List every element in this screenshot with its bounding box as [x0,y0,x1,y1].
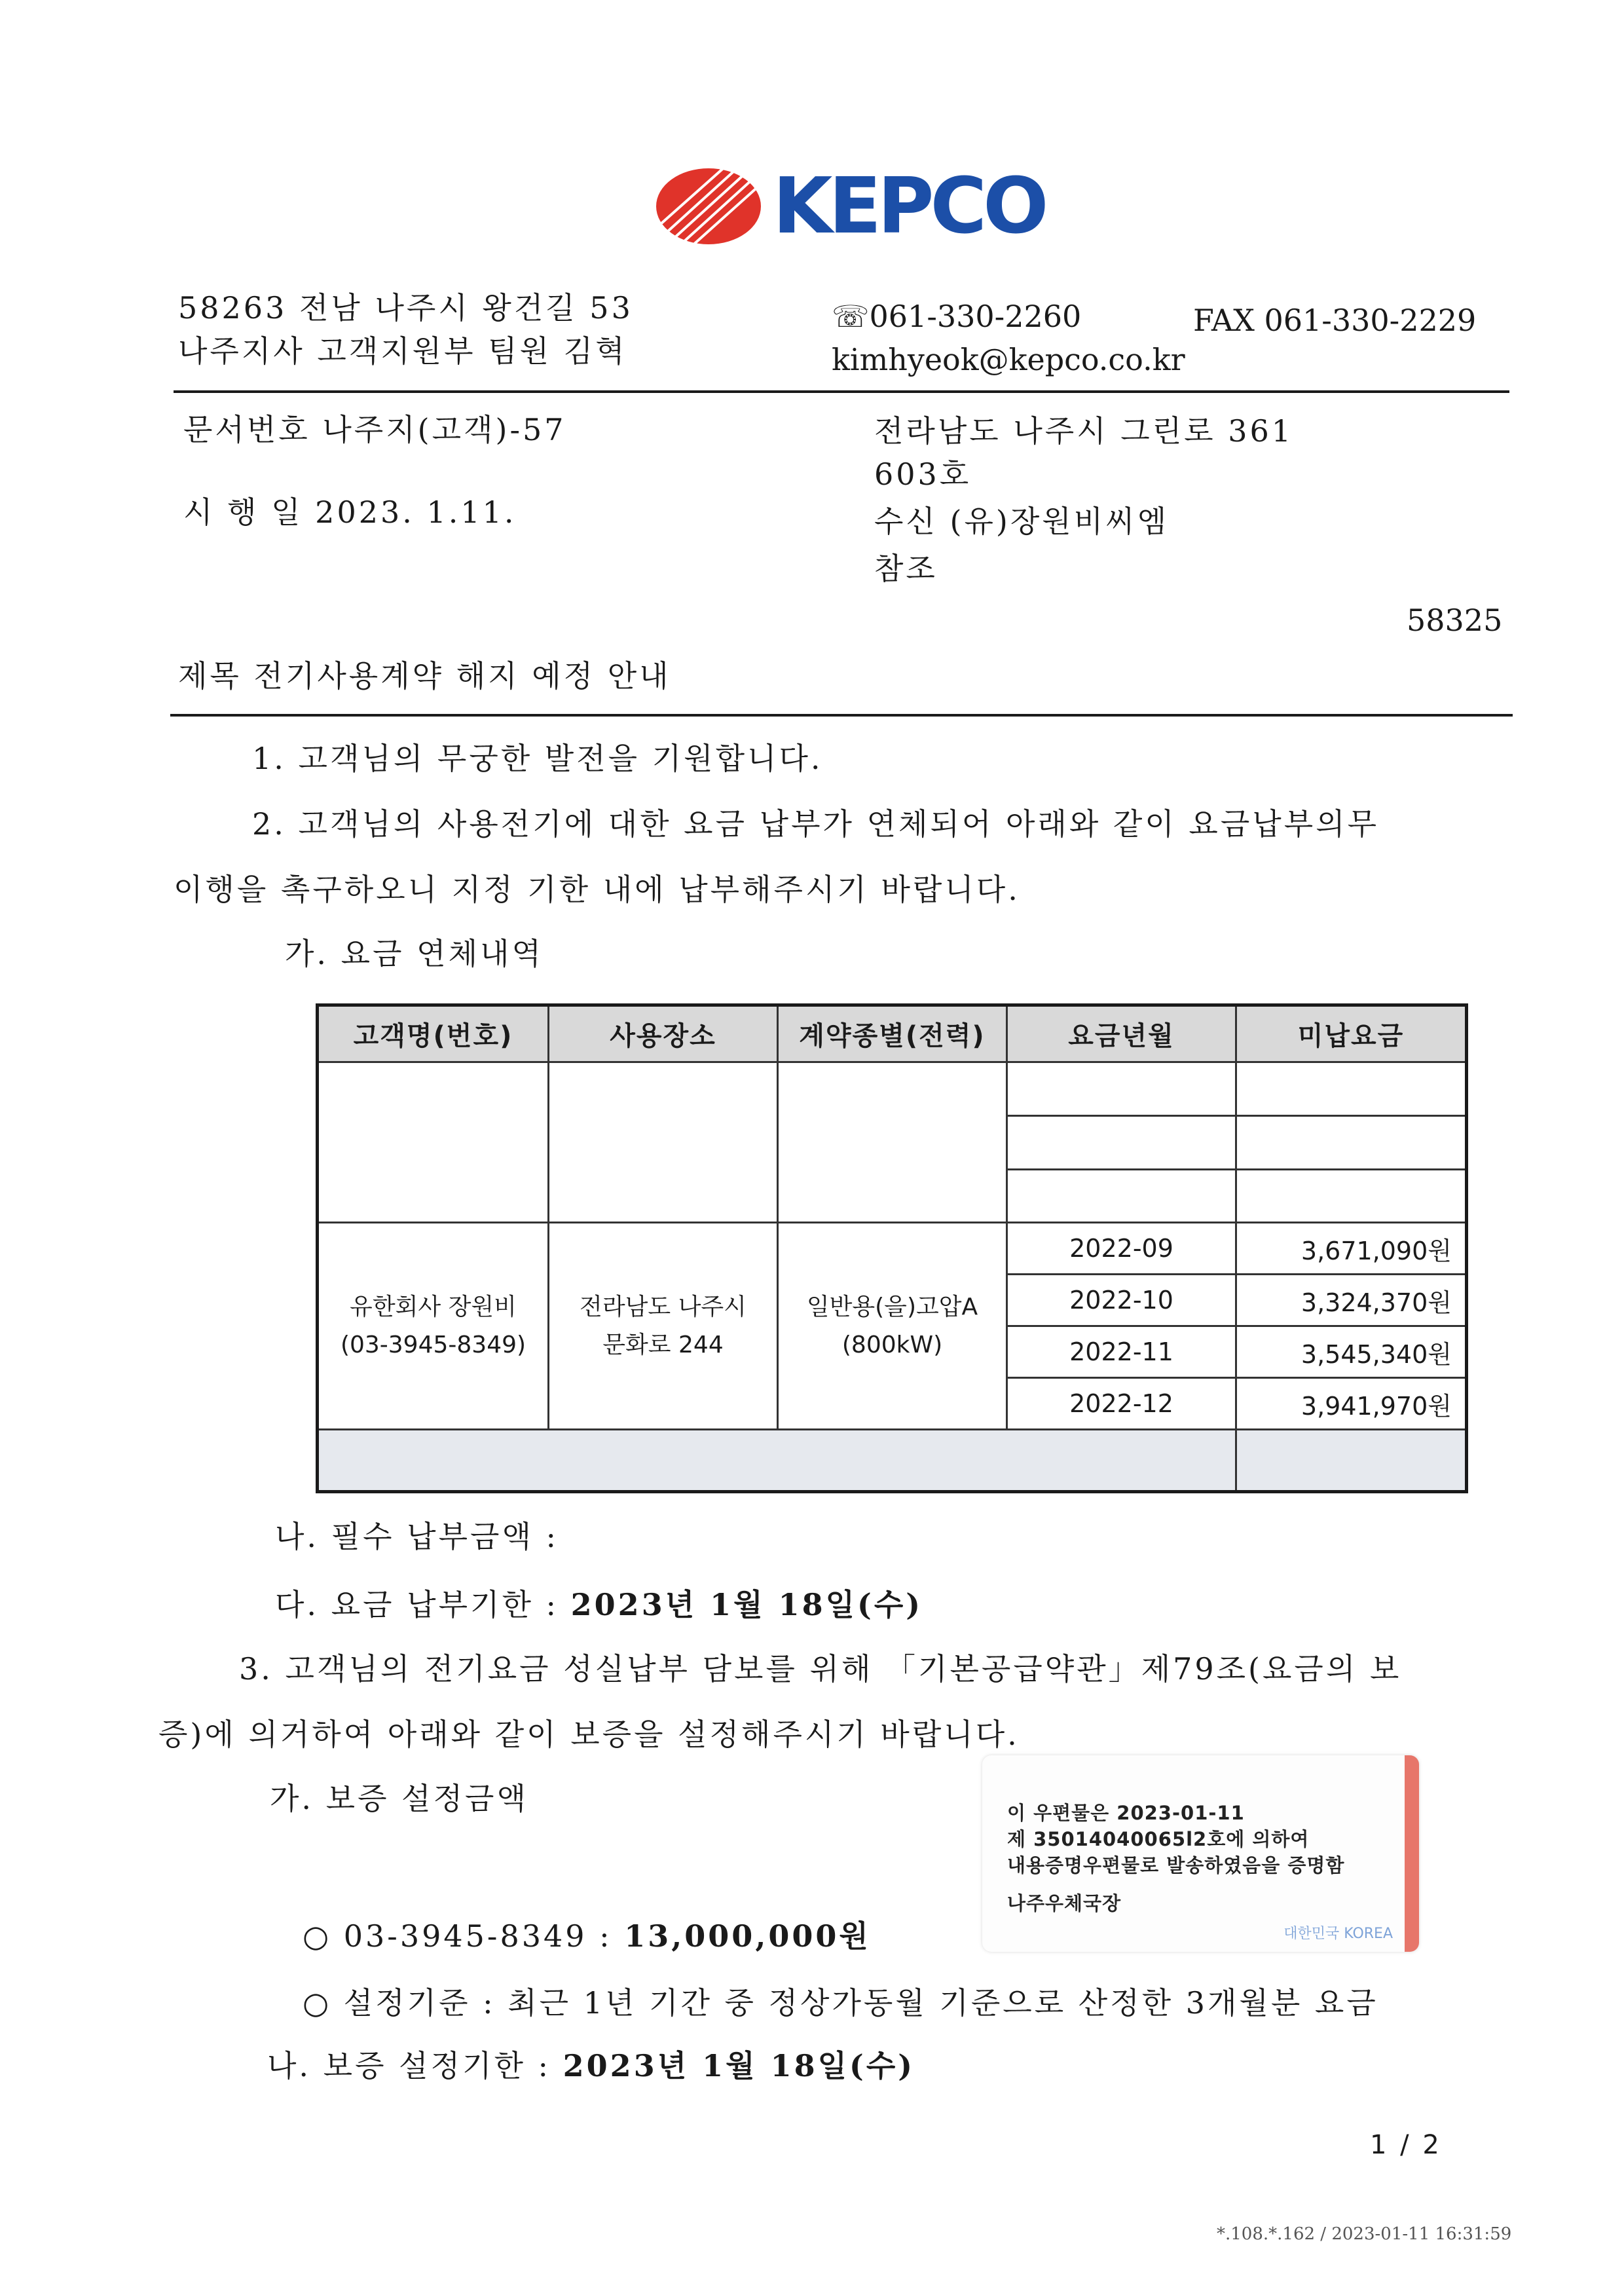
table-month-cell: 2022-09 [1008,1223,1237,1275]
table-contract-cell [779,1223,1008,1430]
paragraph-1: 1. 고객님의 무궁한 발전을 기원합니다. [252,741,823,776]
table-blank-cell [1237,1063,1465,1117]
location-line2: 문화로 244 [602,1331,724,1358]
page-number: 1 / 2 [1370,2130,1442,2160]
table-total-label-cell [319,1430,1237,1490]
recipient-postcode: 58325 [1407,603,1503,638]
sender-address: 58263 전남 나주시 왕건길 53 [178,290,633,326]
table-blank-cell [1237,1170,1465,1223]
overdue-table [316,1003,1468,1493]
table-month-cell: 2022-10 [1008,1275,1237,1327]
certified-mail-stamp [982,1755,1419,1952]
table-location-cell [549,1223,779,1430]
recipient-name: 수신 (유)장원비씨엠 [874,504,1170,539]
paragraph-3-line2: 증)에 의거하여 아래와 같이 보증을 설정해주시기 바랍니다. [158,1717,1020,1752]
deadline-value: 2023년 1월 18일(수) [570,1587,923,1622]
table-amount-cell: 3,545,340원 [1237,1327,1465,1379]
section-ga-guarantee: 가. 보증 설정금액 [270,1781,528,1816]
table-blank-cell [549,1063,779,1223]
section-na-guarantee-deadline [267,2042,915,2085]
table-amount-cell: 3,941,970원 [1237,1379,1465,1430]
sender-email: kimhyeok@kepco.co.kr [832,342,1185,377]
guarantee-amount [303,1912,871,1956]
recipient-address-1: 전라남도 나주시 그린로 361 [874,413,1294,449]
sender-phone: ☏061-330-2260 [832,299,1082,334]
guarantee-basis: ○ 설정기준 : 최근 1년 기간 중 정상가동월 기준으로 산정한 3개월분 요금 [303,1985,1378,2021]
stamp-line3: 내용증명우편물로 발송하였음을 증명함 [1007,1854,1345,1876]
table-blank-cell [1008,1117,1237,1170]
table-header-month: 요금년월 [1008,1007,1237,1063]
table-blank-cell [779,1063,1008,1223]
sender-fax: FAX 061-330-2229 [1193,303,1477,338]
kepco-emblem [656,167,761,247]
subject: 제목 전기사용계약 해지 예정 안내 [178,658,671,694]
table-total-amount-cell [1237,1430,1465,1490]
table-blank-cell [1008,1063,1237,1117]
header-divider [174,390,1509,393]
table-header-location: 사용장소 [549,1007,779,1063]
paragraph-3-line1: 3. 고객님의 전기요금 성실납부 담보를 위해 「기본공급약관」제79조(요금의 보 [239,1651,1402,1687]
contract-type: 일반용(을)고압A [806,1293,978,1320]
table-month-cell: 2022-11 [1008,1327,1237,1379]
deadline-label: 다. 요금 납부기한 : [275,1587,571,1622]
table-customer-cell [319,1223,549,1430]
kepco-wordmark: KEPCO [773,167,1045,251]
table-month-cell: 2022-12 [1008,1379,1237,1430]
doc-number: 문서번호 나주지(고객)-57 [183,412,566,447]
print-info: *.108.*.162 / 2023-01-11 16:31:59 [1217,2224,1512,2244]
kepco-logo [655,167,1087,265]
section-da-deadline [275,1581,923,1624]
table-amount-cell: 3,324,370원 [1237,1275,1465,1327]
table-header-customer: 고객명(번호) [319,1007,549,1063]
table-header-contract: 계약종별(전력) [779,1007,1008,1063]
paragraph-2-line1: 2. 고객님의 사용전기에 대한 요금 납부가 연체되어 아래와 같이 요금납부의무 [252,806,1380,842]
guarantee-account: ○ 03-3945-8349 : [303,1918,625,1954]
subject-divider [170,714,1513,717]
stamp-line4: 나주우체국장 [1007,1892,1122,1914]
stamp-line1: 이 우편물은 2023-01-11 [1007,1802,1245,1824]
table-header-amount: 미납요금 [1237,1007,1465,1063]
recipient-address-2: 603호 [874,457,972,492]
table-blank-cell [319,1063,549,1223]
stamp-korea: 대한민국 KOREA [1283,1926,1393,1942]
guarantee-deadline-label: 나. 보증 설정기한 : [267,2048,563,2083]
table-blank-cell [1237,1117,1465,1170]
doc-date: 시 행 일 2023. 1.11. [183,494,517,530]
customer-number: (03-3945-8349) [340,1331,526,1358]
contract-power: (800kW) [841,1331,943,1358]
location-line1: 전라남도 나주시 [580,1293,747,1320]
paragraph-2-line2: 이행을 촉구하오니 지정 기한 내에 납부해주시기 바랍니다. [174,872,1020,907]
stamp-line2: 제 35014040065l2호에 의하여 [1007,1828,1310,1850]
section-ga-overdue: 가. 요금 연체내역 [285,936,544,971]
reference: 참조 [874,551,938,586]
guarantee-value: 13,000,000원 [624,1918,871,1954]
guarantee-deadline-value: 2023년 1월 18일(수) [563,2048,915,2083]
section-na-required: 나. 필수 납부금액 : [275,1519,559,1554]
table-blank-cell [1008,1170,1237,1223]
sender-dept: 나주지사 고객지원부 팀원 김혁 [178,333,627,369]
customer-name: 유한회사 장원비 [350,1293,517,1320]
table-amount-cell: 3,671,090원 [1237,1223,1465,1275]
